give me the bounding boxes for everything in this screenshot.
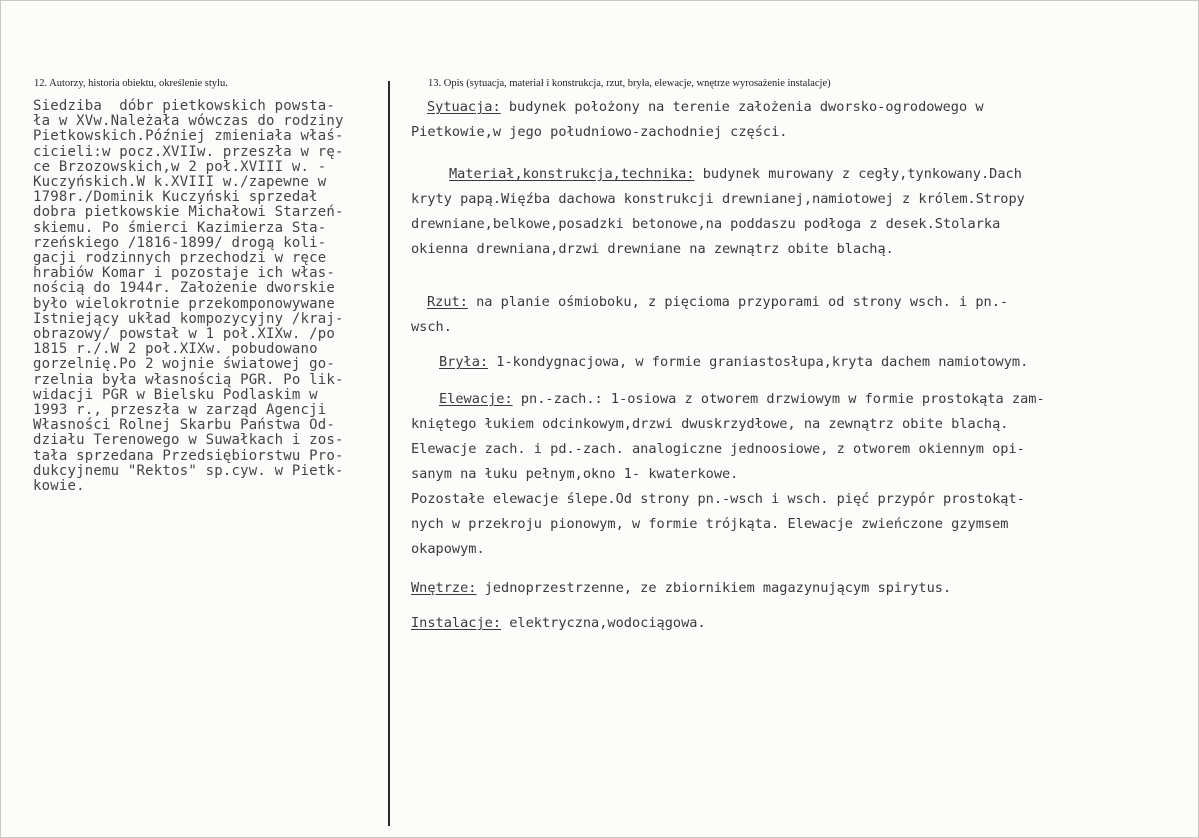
history-line: hrabiów Komar i pozostaje ich włas- [33,265,336,282]
text: pn.-zach.: 1-osiowa z otworem drzwiowym w formie prostokąta zam- [520,391,1045,407]
history-line: gacji rodzinnych przechodzi w ręce [33,250,327,267]
paragraph-line [411,412,1181,437]
paragraph-line [411,512,1181,537]
history-line: Pietkowskich.Później zmieniała właś- [33,128,344,145]
paragraph-line [411,487,1181,512]
history-line: dukcyjnemu "Rektos" sp.cyw. w Pietk- [33,462,344,479]
paragraph-line [411,611,1181,636]
paragraph-line [411,237,1181,262]
label-bryla: Bryła: [439,354,489,370]
text: Pozostałe elewacje ślepe.Od strony pn.-wsch i wsch. pięć przypór prostokąt- [411,491,1025,507]
column-divider [388,81,390,826]
paragraph-line [427,95,1181,120]
paragraph-line [411,462,1181,487]
history-line: ła w XVw.Należała wówczas do rodziny [33,113,344,130]
history-line: tała sprzedana Przedsiębiorstwu Pro- [33,447,344,464]
paragraph-line [411,212,1181,237]
history-line: Siedziba dóbr pietkowskich powsta- [33,98,336,114]
paragraph-line [411,537,1181,562]
history-line: nością do 1944r. Założenie dworskie [33,280,336,297]
history-line: działu Terenowego w Suwałkach i zos- [33,432,344,449]
history-line: ce Brzozowskich,w 2 poł.XVIII w. - [33,158,327,175]
history-line: widacji PGR w Bielsku Podlaskim w [33,386,318,403]
text: nych w przekroju pionowym, w formie trójkąta. Elewacje zwieńczone gzymsem [411,516,1009,532]
paragraph-line [411,576,1181,601]
history-line: dobra pietkowskie Michałowi Starzeń- [33,204,344,221]
section-12-header: 12. Autorzy, historia obiektu, określenie stylu. [34,78,228,89]
paragraph-rzut [411,290,1181,340]
text: Pietkowie,w jego południowo-zachodniej części. [411,124,788,140]
paragraph-bryla [439,350,1181,375]
text: jednoprzestrzenne, ze zbiornikiem magazynującym spirytus. [484,580,952,596]
label-wnetrze: Wnętrze: [411,580,477,596]
paragraph-wnetrze [411,576,1181,601]
text: kryty papą.Więźba dachowa konstrukcji drewnianej,namiotowej z królem.Stropy [411,191,1025,207]
history-line: Kuczyńskich.W k.XVIII w./zapewne w [33,174,327,191]
paragraph-line [427,290,1181,315]
history-line: rzeńskiego /1816-1899/ drogą koli- [33,234,327,251]
label-elewacje: Elewacje: [439,391,513,407]
text: Elewacje zach. i pd.-zach. analogiczne jednoosiowe, z otworem okiennym opi- [411,441,1025,457]
text: budynek murowany z cegły,tynkowany.Dach [702,166,1022,182]
history-line: skiemu. Po śmierci Kazimierza Sta- [33,219,327,236]
text: elektryczna,wodociągowa. [509,615,706,631]
history-line: było wielokrotnie przekomponowywane [33,295,336,312]
text: budynek położony na terenie założenia dworsko-ogrodowego w [508,99,984,115]
section-13-header: 13. Opis (sytuacja, materiał i konstrukcja, rzut, bryła, elewacje, wnętrze wyrosażenie instalacje) [428,78,831,89]
paragraph-line [411,315,1181,340]
paragraph-sytuacja [411,95,1181,145]
paragraph-line [411,120,1181,145]
label-sytuacja: Sytuacja: [427,99,501,115]
label-instalacje: Instalacje: [411,615,502,631]
history-text [33,99,383,494]
paragraph-elewacje [411,387,1181,562]
history-line: rzelnia była własnością PGR. Po lik- [33,371,344,388]
description-column [411,95,1181,636]
text: okienna drewniana,drzwi drewniane na zewnątrz obite blachą. [411,241,894,257]
text: sanym na łuku pełnym,okno 1- kwaterkowe. [411,466,739,482]
history-line: Istniejący układ kompozycyjny /kraj- [33,310,344,327]
paragraph-material [411,162,1181,262]
paragraph-line [439,387,1181,412]
text: drewniane,belkowe,posadzki betonowe,na poddaszu podłoga z desek.Stolarka [411,216,1001,232]
history-line: gorzelnię.Po 2 wojnie światowej go- [33,356,336,373]
text: wsch. [411,319,452,335]
paragraph-instalacje [411,611,1181,636]
text: kniętego łukiem odcinkowym,drzwi dwuskrzydłowe, na zewnątrz obite blachą. [411,416,1009,432]
history-line: 1798r./Dominik Kuczyński sprzedał [33,189,318,206]
text: okapowym. [411,541,485,557]
history-line: 1815 r./.W 2 poł.XIXw. pobudowano [33,341,318,358]
paragraph-line [439,350,1181,375]
text: na planie ośmioboku, z pięcioma przyporami od strony wsch. i pn.- [476,294,1009,310]
label-material: Materiał,konstrukcja,technika: [449,166,695,182]
history-line: 1993 r., przeszła w zarząd Agencji [33,402,327,419]
history-line: Własności Rolnej Skarbu Państwa Od- [33,417,336,434]
paragraph-line [411,187,1181,212]
history-line: obrazowy/ powstał w 1 poł.XIXw. /po [33,326,336,343]
history-line: cicieli:w pocz.XVIIw. przeszła w rę- [33,143,344,160]
history-line: kowie. [33,478,85,495]
text: 1-kondygnacjowa, w formie graniastosłupa,kryta dachem namiotowym. [496,354,1029,370]
paragraph-line [411,437,1181,462]
paragraph-line [449,162,1181,187]
label-rzut: Rzut: [427,294,468,310]
